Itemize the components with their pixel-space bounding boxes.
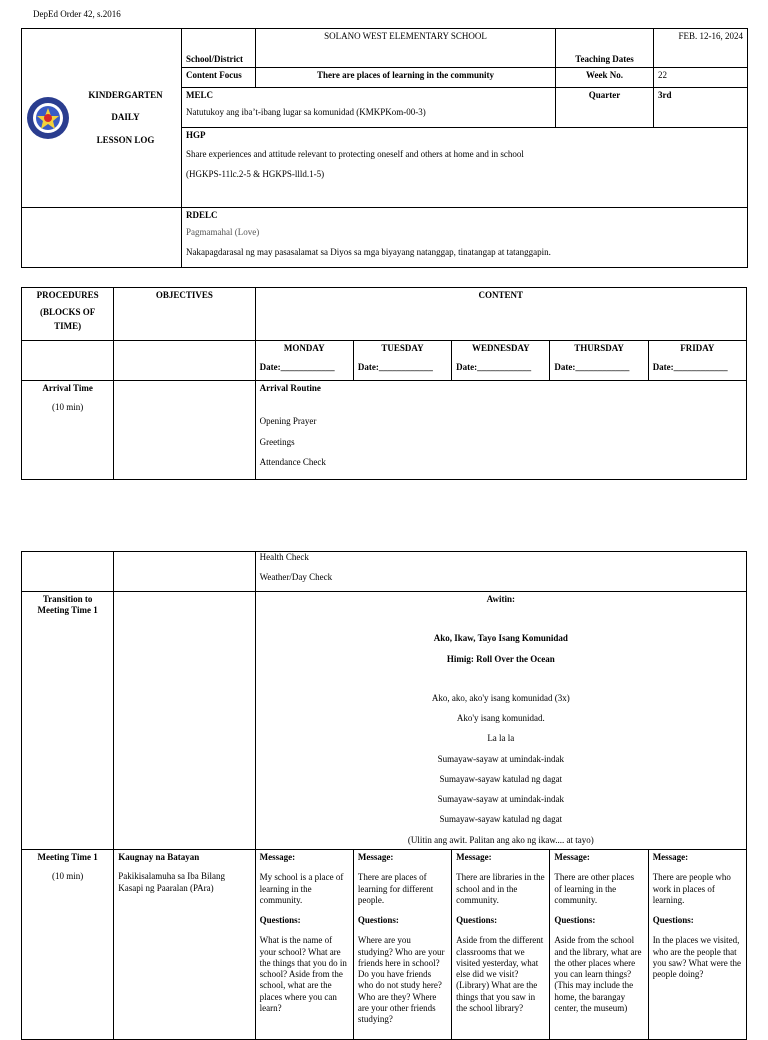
message-text: My school is a place of learning in the community.	[259, 872, 344, 905]
date-label: Date:____________	[357, 362, 433, 373]
message-label: Message:	[652, 852, 689, 862]
hgp-line2: (HGKPS-11lc.2-5 & HGKPS-llld.1-5)	[186, 168, 325, 179]
song-header: Awitin:	[486, 594, 515, 604]
check-item: Weather/Day Check	[259, 572, 333, 583]
deped-order-header: DepEd Order 42, s.2016	[33, 9, 121, 19]
questions-label: Questions:	[652, 915, 694, 925]
questions-label: Questions:	[456, 915, 498, 925]
date-label: Date:____________	[554, 362, 630, 373]
teaching-dates-label: Teaching Dates	[556, 29, 654, 68]
transition-cell: Transition to Meeting Time 1	[22, 592, 114, 850]
song-title: Ako, Ikaw, Tayo Isang Komunidad	[433, 633, 568, 644]
procedures-line-3: TIME)	[54, 320, 82, 331]
arrival-item: Opening Prayer	[259, 416, 317, 427]
song-cell	[255, 592, 746, 850]
date-label: Date:____________	[456, 362, 532, 373]
message-label: Message:	[554, 852, 590, 862]
day-label: THURSDAY	[574, 343, 624, 353]
day-label: MONDAY	[283, 343, 325, 353]
kindergarten-title-cell	[22, 29, 182, 208]
arrival-title: Arrival Time	[42, 383, 93, 393]
rdelc-label: RDELC	[186, 210, 218, 220]
arrival-duration: (10 min)	[52, 402, 84, 413]
col-objectives: OBJECTIVES	[114, 288, 255, 341]
title-line-lesson-log: LESSON LOG	[96, 134, 155, 145]
col-procedures	[22, 288, 114, 341]
questions-text: In the places we visited, who are the people that you saw? What were the people doing?	[652, 935, 741, 979]
school-value: SOLANO WEST ELEMENTARY SCHOOL	[256, 29, 556, 68]
title-line-daily: DAILY	[111, 112, 140, 123]
lyric-line: Sumayaw-sayaw at umindak-indak	[437, 753, 565, 764]
monday-content	[255, 850, 353, 1040]
procedures-line-2: (BLOCKS OF	[39, 307, 96, 318]
lyric-line: Ako, ako, ako'y isang komunidad (3x)	[431, 692, 570, 703]
content-focus-label: Content Focus	[182, 68, 256, 88]
col-content: CONTENT	[255, 288, 746, 341]
melc-label: MELC	[186, 90, 213, 100]
questions-label: Questions:	[357, 915, 399, 925]
thursday-content	[550, 850, 648, 1040]
deped-seal-icon	[26, 96, 70, 140]
questions-label: Questions:	[259, 915, 301, 925]
teaching-dates-value: FEB. 12-16, 2024	[654, 29, 748, 68]
questions-text: What is the name of your school? What are the things that you do in school? Aside from the school, what are the places where you can learn?	[259, 935, 347, 1013]
wednesday-content	[452, 850, 550, 1040]
day-label: WEDNESDAY	[471, 343, 530, 353]
hgp-label: HGP	[186, 130, 206, 140]
arrival-item: Greetings	[259, 436, 295, 447]
day-friday	[648, 341, 746, 381]
song-tune: Himig: Roll Over the Ocean	[446, 653, 555, 664]
arrival-item: Attendance Check	[259, 456, 326, 467]
blank-cell	[114, 341, 255, 381]
blank-cell	[114, 592, 255, 850]
title-line-kindergarten: KINDERGARTEN	[88, 90, 163, 101]
questions-text: Aside from the school and the library, what are the other places where you can learn things? (This may include the home, the barangay center, the museum)	[554, 935, 642, 1013]
message-label: Message:	[456, 852, 492, 862]
arrival-routine-title: Arrival Routine	[259, 383, 321, 393]
lyric-line: Ako'y isang komunidad.	[456, 713, 545, 723]
hgp-cell	[182, 128, 748, 208]
message-label: Message:	[357, 852, 394, 862]
lyric-line: Sumayaw-sayaw at umindak-indak	[437, 794, 565, 804]
melc-cell	[182, 88, 556, 128]
check-item: Health Check	[259, 552, 309, 562]
lesson-log-header-table	[21, 28, 748, 268]
day-label: FRIDAY	[680, 343, 715, 353]
lyric-line: Sumayaw-sayaw katulad ng dagat	[439, 773, 563, 784]
lyric-line: (Ulitin ang awit. Palitan ang ako ng ikaw.... at tayo)	[407, 834, 594, 845]
arrival-time-cell	[22, 381, 114, 480]
blank-cell	[22, 341, 114, 381]
week-label: Week No.	[556, 68, 654, 88]
rdelc-line2: Nakapagdarasal ng may pasasalamat sa Diyos sa mga biyayang natanggap, tinatangap at tatanggapin.	[186, 246, 551, 257]
blank-cell	[22, 552, 114, 592]
content-focus-value: There are places of learning in the community	[256, 68, 556, 88]
day-label: TUESDAY	[381, 343, 424, 353]
school-label: School/District	[182, 29, 256, 68]
meeting-title: Meeting Time 1	[37, 852, 98, 862]
lyric-line: La la la	[487, 733, 515, 744]
questions-label: Questions:	[554, 915, 596, 925]
meeting-time-cell	[22, 850, 114, 1040]
lyric-line: Sumayaw-sayaw katulad ng dagat	[439, 814, 563, 825]
message-text: There are other places of learning in the community.	[554, 872, 635, 905]
quarter-value: 3rd	[654, 88, 748, 128]
questions-text: Aside from the different classrooms that we visited yesterday, what else did we visit? (Library) What are the things that you saw in the school library?	[456, 935, 544, 1013]
procedures-line-1: PROCEDURES	[36, 290, 99, 300]
kaugnay-title: Kaugnay na Batayan	[118, 852, 200, 862]
melc-value: Natutukoy ang iba’t-ibang lugar sa komunidad (KMKPKom-00-3)	[186, 107, 426, 118]
kaugnay-text: Pakikisalamuha sa Iba Bilang Kasapi ng Paaralan (PAra)	[118, 871, 225, 893]
message-text: There are people who work in places of learning.	[652, 872, 731, 905]
friday-content	[648, 850, 746, 1040]
quarter-label: Quarter	[556, 88, 654, 128]
page2-table	[21, 551, 747, 1040]
day-thursday	[550, 341, 648, 381]
rdelc-cell	[182, 208, 748, 268]
date-label: Date:____________	[259, 362, 335, 373]
blank-cell	[22, 208, 182, 268]
message-label: Message:	[259, 852, 296, 862]
day-tuesday	[353, 341, 451, 381]
week-value: 22	[654, 68, 748, 88]
checks-cell	[255, 552, 746, 592]
kaugnay-cell	[114, 850, 255, 1040]
day-monday	[255, 341, 353, 381]
day-wednesday	[452, 341, 550, 381]
rdelc-line1: Pagmamahal (Love)	[186, 227, 260, 238]
questions-text: Where are you studying? Who are your friends here in school? Do you have friends who do not study here? Who are they? Where are your other friends studying?	[357, 935, 445, 1024]
arrival-routine-cell	[255, 381, 746, 480]
meeting-duration: (10 min)	[52, 871, 84, 882]
tuesday-content	[353, 850, 451, 1040]
hgp-line1: Share experiences and attitude relevant to protecting oneself and others at home and in school	[186, 149, 524, 160]
message-text: There are places of learning for different people.	[357, 872, 434, 905]
date-label: Date:____________	[652, 362, 728, 373]
blank-cell	[114, 381, 255, 480]
message-text: There are libraries in the school and in the community.	[456, 872, 545, 905]
procedures-table	[21, 287, 747, 480]
blank-cell	[114, 552, 255, 592]
